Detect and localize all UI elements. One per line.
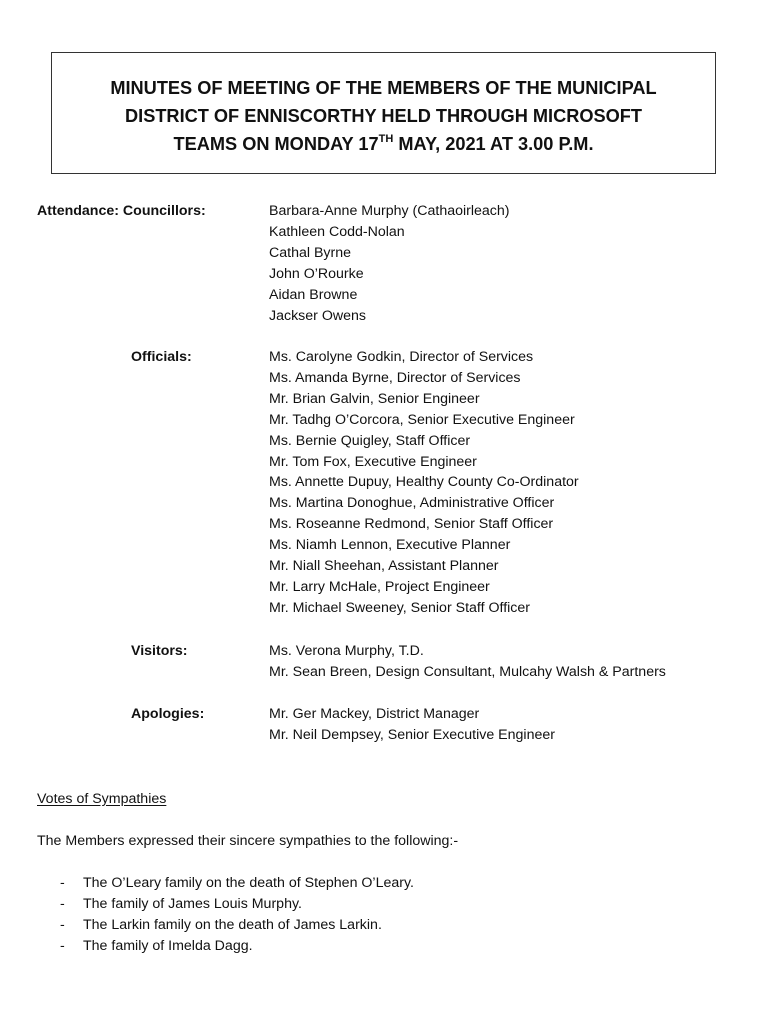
- list-item: Mr. Brian Galvin, Senior Engineer: [269, 390, 480, 407]
- title-line-3-start: TEAMS ON MONDAY 17: [173, 134, 379, 154]
- list-item: Ms. Martina Donoghue, Administrative Officer: [269, 495, 555, 512]
- apologies-list: [269, 704, 555, 746]
- list-item: [60, 873, 414, 894]
- list-item: Ms. Verona Murphy, T.D.: [269, 643, 424, 659]
- list-item: [60, 936, 414, 957]
- sympathy-text: The family of James Louis Murphy.: [83, 895, 302, 912]
- sympathy-text: The O’Leary family on the death of Stephen O’Leary.: [83, 875, 414, 891]
- list-item: Kathleen Codd-Nolan: [269, 223, 405, 240]
- list-item: Ms. Annette Dupuy, Healthy County Co-Ordinator: [269, 474, 579, 491]
- officials-label: Officials:: [131, 349, 192, 365]
- bullet-dash: -: [60, 937, 65, 954]
- attendance-label: Attendance: Councillors:: [37, 203, 206, 219]
- officials-list: [269, 347, 579, 619]
- list-item: Ms. Bernie Quigley, Staff Officer: [269, 432, 471, 449]
- list-item: Mr. Neil Dempsey, Senior Executive Engineer: [269, 726, 555, 743]
- apologies-label: Apologies:: [131, 706, 205, 722]
- list-item: Mr. Larry McHale, Project Engineer: [269, 578, 490, 595]
- list-item: [60, 894, 414, 915]
- councillors-list: [269, 201, 510, 326]
- list-item: Ms. Carolyne Godkin, Director of Services: [269, 349, 534, 365]
- list-item: John O’Rourke: [269, 265, 364, 282]
- list-item: Barbara-Anne Murphy (Cathaoirleach): [269, 203, 510, 219]
- list-item: Mr. Niall Sheehan, Assistant Planner: [269, 558, 499, 575]
- sympathies-heading: Votes of Sympathies: [37, 791, 167, 807]
- sympathies-intro: The Members expressed their sincere sympathies to the following:-: [37, 833, 459, 849]
- title-line-1: MINUTES OF MEETING OF THE MEMBERS OF THE MUNICIPAL: [110, 78, 657, 98]
- list-item: Mr. Tom Fox, Executive Engineer: [269, 453, 477, 470]
- visitors-label: Visitors:: [131, 643, 188, 659]
- bullet-dash: -: [60, 916, 65, 933]
- list-item: Mr. Sean Breen, Design Consultant, Mulcahy Walsh & Partners: [269, 663, 666, 680]
- visitors-list: [269, 641, 666, 683]
- list-item: Mr. Ger Mackey, District Manager: [269, 706, 480, 722]
- title-box: [51, 52, 716, 174]
- list-item: Cathal Byrne: [269, 244, 352, 261]
- sympathy-text: The family of Imelda Dagg.: [83, 937, 253, 954]
- title-line-3-end: MAY, 2021 AT 3.00 P.M.: [393, 134, 594, 154]
- sympathy-text: The Larkin family on the death of James Larkin.: [83, 916, 382, 933]
- title-superscript: TH: [378, 132, 394, 145]
- list-item: Ms. Niamh Lennon, Executive Planner: [269, 537, 511, 554]
- list-item: Ms. Amanda Byrne, Director of Services: [269, 369, 521, 386]
- bullet-dash: -: [60, 875, 65, 891]
- title-line-2: DISTRICT OF ENNISCORTHY HELD THROUGH MICROSOFT: [125, 106, 642, 126]
- bullet-dash: -: [60, 895, 65, 912]
- list-item: Mr. Michael Sweeney, Senior Staff Officer: [269, 599, 531, 616]
- list-item: Mr. Tadhg O’Corcora, Senior Executive Engineer: [269, 411, 575, 428]
- list-item: Jackser Owens: [269, 307, 366, 324]
- list-item: Ms. Roseanne Redmond, Senior Staff Officer: [269, 516, 554, 533]
- list-item: Aidan Browne: [269, 286, 358, 303]
- list-item: [60, 915, 414, 936]
- title-line-3: [173, 130, 593, 158]
- sympathies-list: [60, 873, 414, 957]
